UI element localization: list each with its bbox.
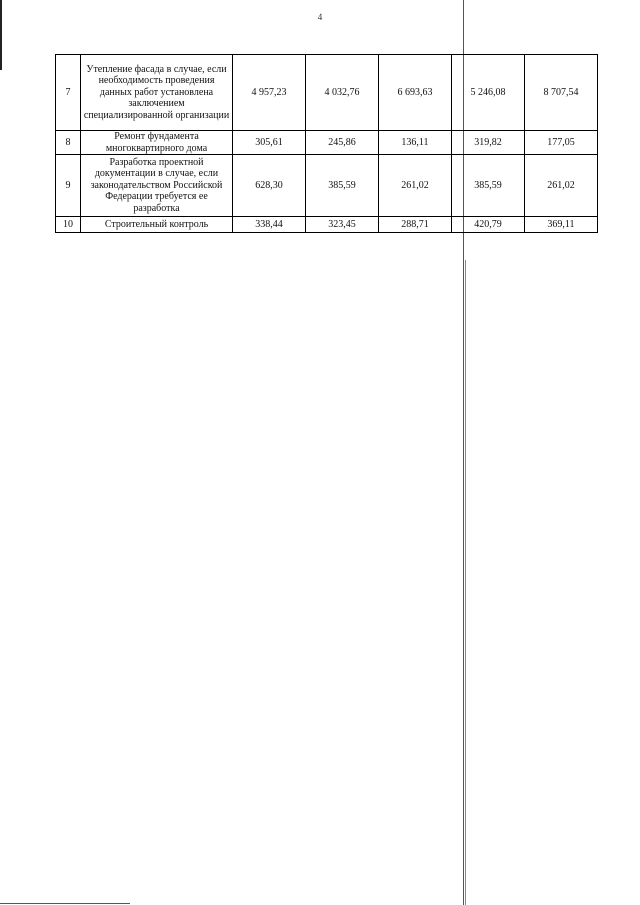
value-cell: 136,11 (379, 131, 452, 155)
row-number-cell: 10 (56, 217, 81, 233)
table-row (56, 55, 598, 131)
work-name-cell: Строительный контроль (81, 217, 233, 233)
scan-vertical-line (465, 260, 466, 905)
value-cell: 288,71 (379, 217, 452, 233)
value-cell: 369,11 (525, 217, 598, 233)
value-cell: 6 693,63 (379, 55, 452, 131)
work-name-cell: Утепление фасада в случае, если необходимость проведения данных работ установлена заключением специализированной организации (81, 55, 233, 131)
value-cell: 177,05 (525, 131, 598, 155)
value-cell: 420,79 (452, 217, 525, 233)
row-number-cell: 7 (56, 55, 81, 131)
work-name-cell: Ремонт фундамента многоквартирного дома (81, 131, 233, 155)
value-cell: 4 032,76 (306, 55, 379, 131)
value-cell: 319,82 (452, 131, 525, 155)
value-cell: 245,86 (306, 131, 379, 155)
value-cell: 338,44 (233, 217, 306, 233)
table-row (56, 131, 598, 155)
scan-bottom-line (0, 903, 130, 904)
value-cell: 628,30 (233, 155, 306, 217)
value-cell: 385,59 (306, 155, 379, 217)
value-cell: 8 707,54 (525, 55, 598, 131)
value-cell: 305,61 (233, 131, 306, 155)
page-number: 4 (317, 12, 323, 22)
row-number-cell: 8 (56, 131, 81, 155)
value-cell: 323,45 (306, 217, 379, 233)
scan-left-edge-line (0, 0, 2, 70)
value-cell: 385,59 (452, 155, 525, 217)
work-name-cell: Разработка проектной документации в случае, если законодательством Российской Федерации требуется ее разработка (81, 155, 233, 217)
row-number-cell: 9 (56, 155, 81, 217)
value-cell: 4 957,23 (233, 55, 306, 131)
table-row (56, 217, 598, 233)
value-cell: 261,02 (379, 155, 452, 217)
value-cell: 261,02 (525, 155, 598, 217)
value-cell: 5 246,08 (452, 55, 525, 131)
table-row (56, 155, 598, 217)
repair-cost-table (55, 54, 598, 233)
